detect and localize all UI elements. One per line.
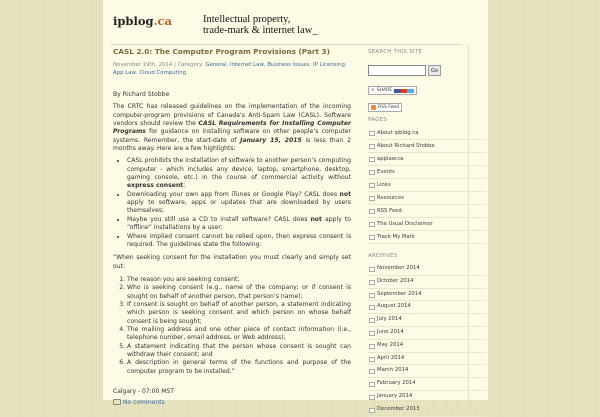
header-divider [111, 44, 461, 45]
page-link[interactable]: Resources [377, 195, 405, 201]
list-item: 5. A statement indicating that the person whose consent is sought can withdraw their consent; and [127, 343, 351, 360]
page-link[interactable]: About ipblog.ca [377, 130, 419, 136]
bullet-bold: express consent [127, 182, 184, 190]
bullet-text-end: apply to software, apps or updates that are downloaded by users themselves; [127, 199, 351, 215]
archive-link[interactable]: October 2014 [377, 277, 414, 284]
logo-tld: .ca [153, 14, 172, 28]
tagline-line-2: trade-mark & internet law_ [203, 25, 318, 36]
archive-item[interactable] [368, 289, 486, 302]
sidebar-item-links[interactable] [368, 179, 486, 192]
bullet-text: CASL prohibits the installation of software to another person’s computing computer - which includes any device, laptop, smartphone, desktop, gaming console, etc.) in the course of commercial activity without [127, 157, 351, 182]
bullet-bold: not [310, 215, 322, 223]
page-link[interactable]: Track My Mark [377, 234, 415, 240]
archive-link[interactable]: December 2013 [377, 405, 420, 412]
meta-separator: | [174, 62, 176, 68]
list-item: 2. Who is seeking consent (e.g., name of the company; or if consent is sought on behalf of another person, that person’s name); [127, 284, 351, 301]
archive-item[interactable] [368, 263, 486, 276]
post-intro [113, 103, 351, 153]
archives-list [368, 263, 486, 417]
archive-item[interactable] [368, 391, 486, 404]
post-date: November 19th, 2014 [113, 62, 173, 68]
share-button[interactable] [368, 86, 417, 95]
post-byline: By Richard Stobbe [113, 91, 170, 98]
post-meta: November 19th, 2014 | Category: General, Internet Law, Business Issues, IP Licensing, App Law, Cloud Computing [113, 62, 347, 76]
archive-item[interactable] [368, 365, 486, 378]
category-link-app-law[interactable]: App Law [113, 70, 136, 76]
page-link[interactable]: The Usual Disclaimer [377, 221, 433, 227]
rss-icon [371, 105, 376, 110]
sidebar-item-about-richard-stobbe[interactable] [368, 140, 486, 153]
sidebar-item-applaw[interactable] [368, 153, 486, 166]
page-link[interactable]: applaw.ca [377, 156, 404, 162]
archive-link[interactable]: April 2014 [377, 354, 405, 361]
intro-text-3: is less than 2 months away. Here are a few highlights: [113, 136, 351, 153]
list-item: 3. If consent is sought on behalf of another person, a statement indicating which person is seeking consent and which person on whose behalf consent is being sought; [127, 301, 351, 326]
archive-link[interactable]: November 2014 [377, 265, 420, 271]
archive-item[interactable] [368, 378, 486, 391]
category-link-ip-licensing[interactable]: IP Licensing [312, 62, 345, 68]
bullet-text-end: apply to “offline” installations by a user; [127, 215, 351, 232]
intro-text-2: for guidance on installing software on other people’s computer systems. Remember, the start-date of [113, 128, 351, 144]
post-signoff: Calgary - 07:00 MST [113, 388, 174, 395]
list-item: 6. A description in general terms of the functions and purpose of the computer program to be installed.” [127, 359, 351, 376]
sidebar-item-rss-feed[interactable] [368, 205, 486, 218]
pages-list [368, 127, 486, 244]
archive-link[interactable]: January 2014 [377, 392, 413, 399]
archive-item[interactable] [368, 404, 486, 417]
logo-main: ipblog [113, 14, 154, 28]
list-item [127, 216, 351, 233]
sidebar-item-resources[interactable] [368, 192, 486, 205]
consent-requirements-list [113, 276, 351, 376]
search-go-button[interactable]: Go [428, 65, 441, 76]
bullet-text: Maybe you still use a CD to install software? CASL does [127, 215, 311, 223]
page-column [103, 0, 488, 412]
archive-link[interactable]: September 2014 [377, 290, 422, 297]
list-item [127, 191, 351, 216]
rss-feed-button[interactable] [368, 103, 402, 112]
post-title[interactable]: CASL 2.0: The Computer Program Provisions (Part 3) [113, 47, 330, 56]
category-label: Category: [177, 62, 204, 68]
start-date-text: January 15, 2015 [240, 136, 302, 144]
bullet-bold: not [339, 190, 351, 198]
quote-intro: “When seeking consent for the installation you must clearly and simply set out: [113, 254, 351, 270]
archive-link[interactable]: June 2014 [377, 328, 404, 335]
bullet-text: Downloading your own app from iTunes or Google Play? CASL does [127, 190, 340, 198]
highlights-list [113, 157, 351, 249]
page-link[interactable]: About Richard Stobbe [377, 143, 435, 149]
archive-link[interactable]: May 2014 [377, 341, 404, 348]
page-link[interactable]: Links [377, 182, 391, 188]
plus-icon: + [371, 88, 375, 93]
site-logo[interactable] [113, 14, 172, 28]
rss-label: RSS Feed [378, 105, 400, 110]
archive-link[interactable]: March 2014 [377, 367, 409, 374]
sidebar-item-events[interactable] [368, 166, 486, 179]
sidebar-item-track-my-mark[interactable] [368, 231, 486, 244]
guidelines-title: CASL Requirements for Installing Computer Programs [113, 120, 351, 136]
archive-item[interactable] [368, 314, 486, 327]
start-date [240, 137, 302, 144]
archive-link[interactable]: August 2014 [377, 303, 411, 310]
archive-item[interactable] [368, 276, 486, 289]
comment-icon [113, 399, 121, 405]
list-item [127, 157, 351, 190]
bullet-text: Where implied consent cannot be relied upon, then express consent is required. The guidelines state the following: [127, 232, 351, 248]
archive-item[interactable] [368, 353, 486, 366]
pages-heading: PAGES [368, 117, 388, 123]
comments-link-row [113, 399, 351, 407]
list-item [127, 233, 351, 250]
social-icons [394, 89, 414, 93]
comments-link[interactable]: No comments [123, 399, 165, 407]
search-heading: SEARCH THIS SITE [368, 49, 423, 55]
blog-post [113, 47, 351, 408]
sidebar [368, 49, 486, 417]
sidebar-item-about-ipblog[interactable] [368, 127, 486, 140]
post-body [113, 91, 351, 408]
archives-heading: ARCHIVES [368, 253, 398, 259]
page-link[interactable]: Events [377, 169, 395, 175]
archive-item[interactable] [368, 327, 486, 340]
bullet-text-end: ; [183, 182, 186, 190]
intro-text-1: The CRTC has released guidelines on the implementation of the incoming computer-program provisions of Canada’s Anti-Spam Law (CASL). Software vendors should review the [113, 103, 351, 128]
archive-link[interactable]: February 2014 [377, 380, 416, 387]
list-item: 1. The reason you are seeking consent; [127, 276, 351, 284]
archive-item[interactable] [368, 340, 486, 353]
search-input[interactable] [368, 65, 426, 76]
category-link-cloud-computing[interactable]: Cloud Computing [139, 70, 187, 76]
site-tagline [203, 14, 318, 36]
archive-item[interactable] [368, 301, 486, 314]
tagline-line-1: Intellectual property, [203, 14, 291, 25]
page-link[interactable]: RSS Feed [377, 208, 402, 214]
sidebar-item-usual-disclaimer[interactable] [368, 218, 486, 231]
category-link-business-issues[interactable]: Business Issues [267, 62, 310, 68]
list-item: 4. The mailing address and one other piece of contact information (i.e., telephone number, email address, or Web address); [127, 326, 351, 343]
archive-link[interactable]: July 2014 [377, 316, 402, 323]
share-label: SHARE [376, 88, 393, 93]
search-form [368, 65, 486, 76]
category-link-general[interactable]: General [205, 62, 227, 68]
category-link-internet-law[interactable]: Internet Law [230, 62, 264, 68]
